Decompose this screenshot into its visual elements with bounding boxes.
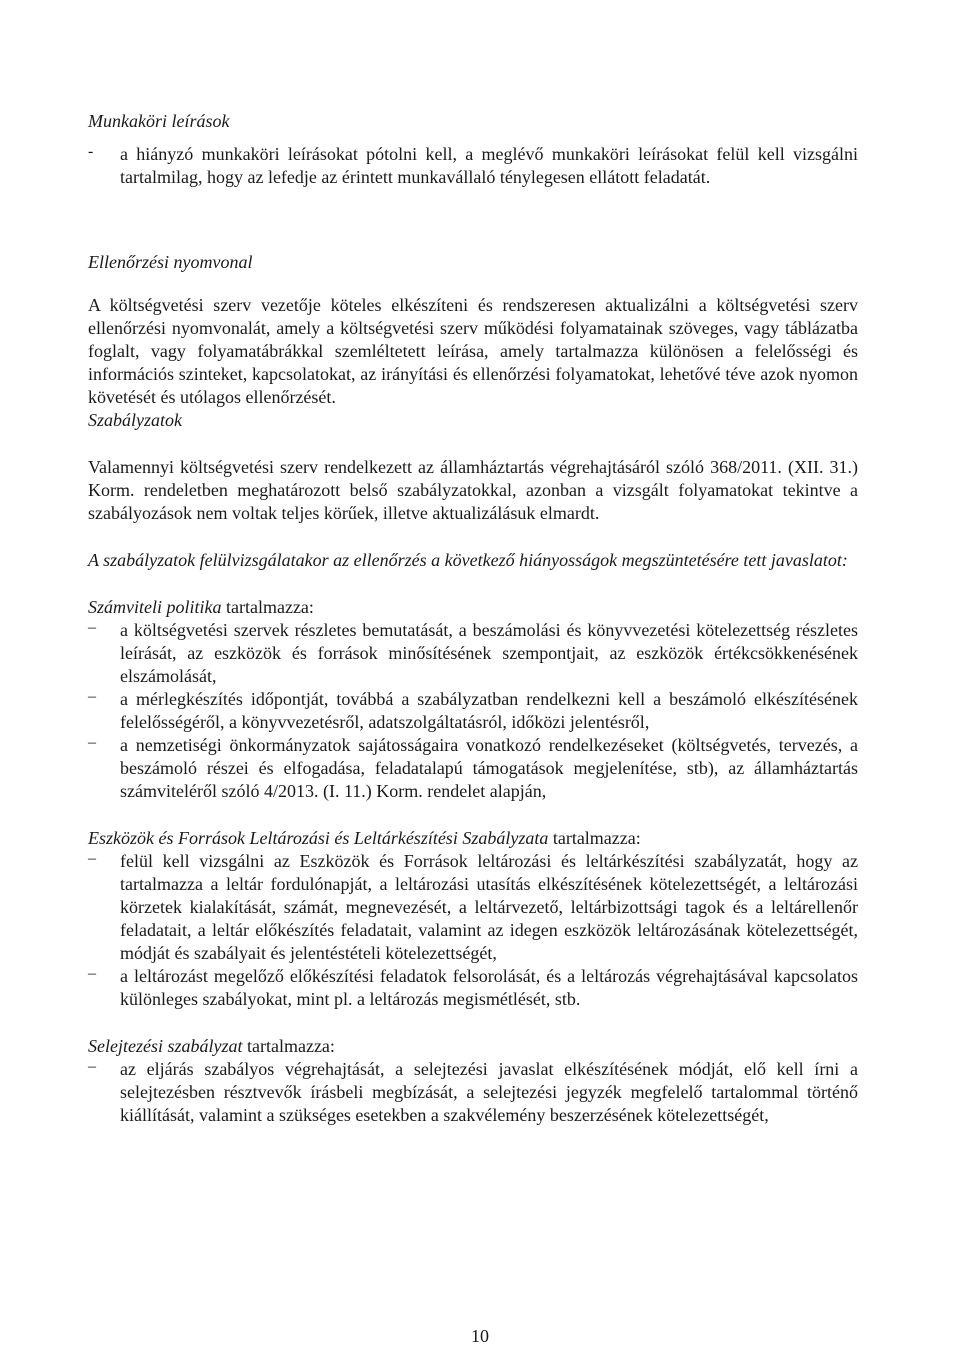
list-item <box>88 1058 858 1127</box>
list-item-text: a költségvetési szervek részletes bemutatását, a beszámolási és könyvvezetési kötelezettség részletes leírását, az eszközök és források minősítésének szempontjait, az eszközök értékcsökkenésének elszámolását, <box>120 620 858 686</box>
subsection-heading-leltarozasi <box>88 827 858 850</box>
subsection-title-suffix: tartalmazza: <box>242 1036 335 1056</box>
document-page <box>88 110 858 1127</box>
subsection-heading-selejtezesi <box>88 1035 858 1058</box>
list-item-text: a nemzetiségi önkormányzatok sajátosságaira vonatkozó rendelkezéseket (költségvetés, tervezés, a beszámoló részei és elfogadása, feladatalapú támogatások megjelenítése, stb), az államháztartás számviteléről szóló 4/2013. (I. 11.) Korm. rendelet alapján, <box>120 735 858 801</box>
list-item-text: a hiányzó munkaköri leírásokat pótolni kell, a meglévő munkaköri leírásokat felül kell vizsgálni tartalmilag, hogy az lefedje az érintett munkavállaló ténylegesen ellátott feladatát. <box>120 144 858 187</box>
subsection-title: Eszközök és Források Leltározási és Leltárkészítési Szabályzata <box>88 828 549 848</box>
bullet-dash: – <box>88 850 96 867</box>
bullet-dash: – <box>88 688 96 705</box>
subsection-title: Számviteli politika <box>88 597 222 617</box>
list-item <box>88 850 858 965</box>
paragraph-szabalyzatok: Valamennyi költségvetési szerv rendelkezett az államháztartás végrehajtásáról szóló 368/2011. (XII. 31.) Korm. rendeletben meghatározott belső szabályzatokkal, azonban a vizsgált folyamatokat tekintve a szabályozások nem voltak teljes körűek, illetve aktualizálásuk elmardt. <box>88 457 858 523</box>
section-heading-nyomvonal: Ellenőrzési nyomvonal <box>88 252 253 272</box>
paragraph-nyomvonal: A költségvetési szerv vezetője köteles elkészíteni és rendszeresen aktualizálni a költségvetési szerv ellenőrzési nyomvonalát, amely a költségvetési szerv működési folyamatainak szöveges, vagy táblázatba foglalt, vagy folyamatábrákkal szemléltetett leírása, amely tartalmazza különösen a felelősségi és információs szinteket, kapcsolatokat, az irányítási és ellenőrzési folyamatokat, lehetővé téve azok nyomon követését és utólagos ellenőrzését. <box>88 295 858 407</box>
list-item <box>88 965 858 1011</box>
list-item <box>88 734 858 803</box>
list-item <box>88 619 858 688</box>
subsection-title-suffix: tartalmazza: <box>221 597 314 617</box>
bullet-dash: – <box>88 965 96 982</box>
subsection-title-suffix: tartalmazza: <box>548 828 641 848</box>
bullet-dash: - <box>88 143 94 160</box>
list-item-text: az eljárás szabályos végrehajtását, a selejtezési javaslat elkészítésének módját, elő kell írni a selejtezésben résztvevők írásbeli megbízását, a selejtezési jegyzék megfelelő tartalommal történő kiállítását, valamint a szükséges esetekben a szakvélemény beszerzésének kötelezettségét, <box>120 1059 858 1125</box>
list-item <box>88 688 858 734</box>
section-heading-munkakori: Munkaköri leírások <box>88 111 230 131</box>
bullet-dash: – <box>88 734 96 751</box>
proposal-intro: A szabályzatok felülvizsgálatakor az ellenőrzés a következő hiányosságok megszüntetésére tett javaslatot: <box>88 550 848 570</box>
subsection-title: Selejtezési szabályzat <box>88 1036 243 1056</box>
list-item-text: a leltározást megelőző előkészítési feladatok felsorolását, és a leltározás végrehajtásával kapcsolatos különleges szabályokat, mint pl. a leltározás megismétlését, stb. <box>120 966 858 1009</box>
page-number: 10 <box>471 1326 489 1346</box>
list-item-text: a mérlegkészítés időpontját, továbbá a szabályzatban rendelkezni kell a beszámoló elkészítésének felelősségéről, a könyvvezetésről, adatszolgáltatásról, időközi jelentésről, <box>120 689 858 732</box>
section-heading-szabalyzatok: Szabályzatok <box>88 410 182 430</box>
list-item-text: felül kell vizsgálni az Eszközök és Források leltározási és leltárkészítési szabályzatát, hogy az tartalmazza a leltár fordulónapját, a leltározási utasítás elkészítésének kötelezettségét, a leltározási körzetek kialakítását, számát, megnevezését, a leltárvezető, leltárbizottsági tagok és a leltárellenőr feladatait, a leltár előkészítés feladatait, valamint az idegen eszközök leltározásának kötelezettségét, módját és szabályait és jelentéstételi kötelezettségét, <box>120 851 858 963</box>
bullet-dash: – <box>88 1058 96 1075</box>
bullet-dash: – <box>88 619 96 636</box>
list-item <box>88 143 858 189</box>
subsection-heading-szamviteli <box>88 596 858 619</box>
